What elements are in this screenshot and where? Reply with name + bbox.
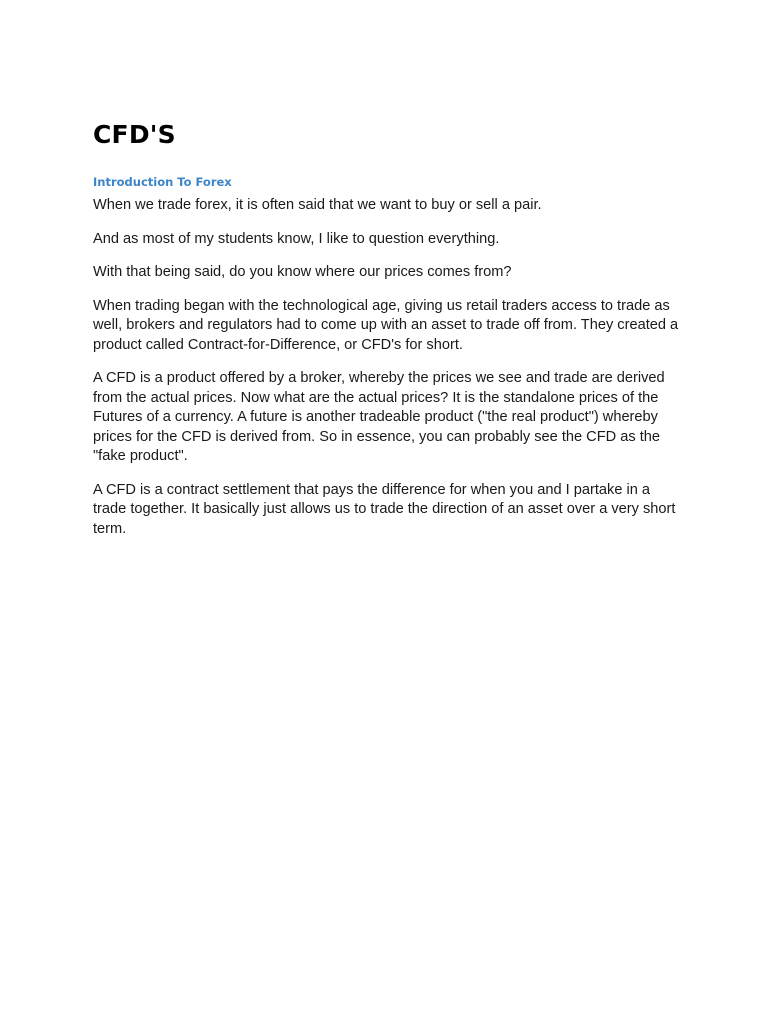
document-page [93, 118, 683, 553]
body-paragraph-6: A CFD is a contract settlement that pays the difference for when you and I partake in a trade together. It basically just allows us to trade the direction of an asset over a very short term. [93, 481, 676, 537]
body-paragraph-2: And as most of my students know, I like to question everything. [93, 230, 500, 247]
body-paragraph-5: A CFD is a product offered by a broker, whereby the prices we see and trade are derived from the actual prices. Now what are the actual prices? It is the standalone prices of the Futures of a currency. A future is another tradeable product ("the real product") whereby prices for the CFD is derived from. So in essence, you can probably see the CFD as the "fake product". [93, 370, 665, 464]
document-title: CFD'S [93, 120, 176, 149]
body-paragraph-3: With that being said, do you know where our prices comes from? [93, 264, 512, 280]
body-paragraph-4: When trading began with the technological age, giving us retail traders access to trade as well, brokers and regulators had to come up with an asset to trade off from. They created a product called Contract-for-Difference, or CFD's for short. [93, 297, 679, 353]
section-subheading: Introduction To Forex [93, 175, 232, 189]
body-paragraph-1: When we trade forex, it is often said that we want to buy or sell a pair. [93, 197, 542, 213]
